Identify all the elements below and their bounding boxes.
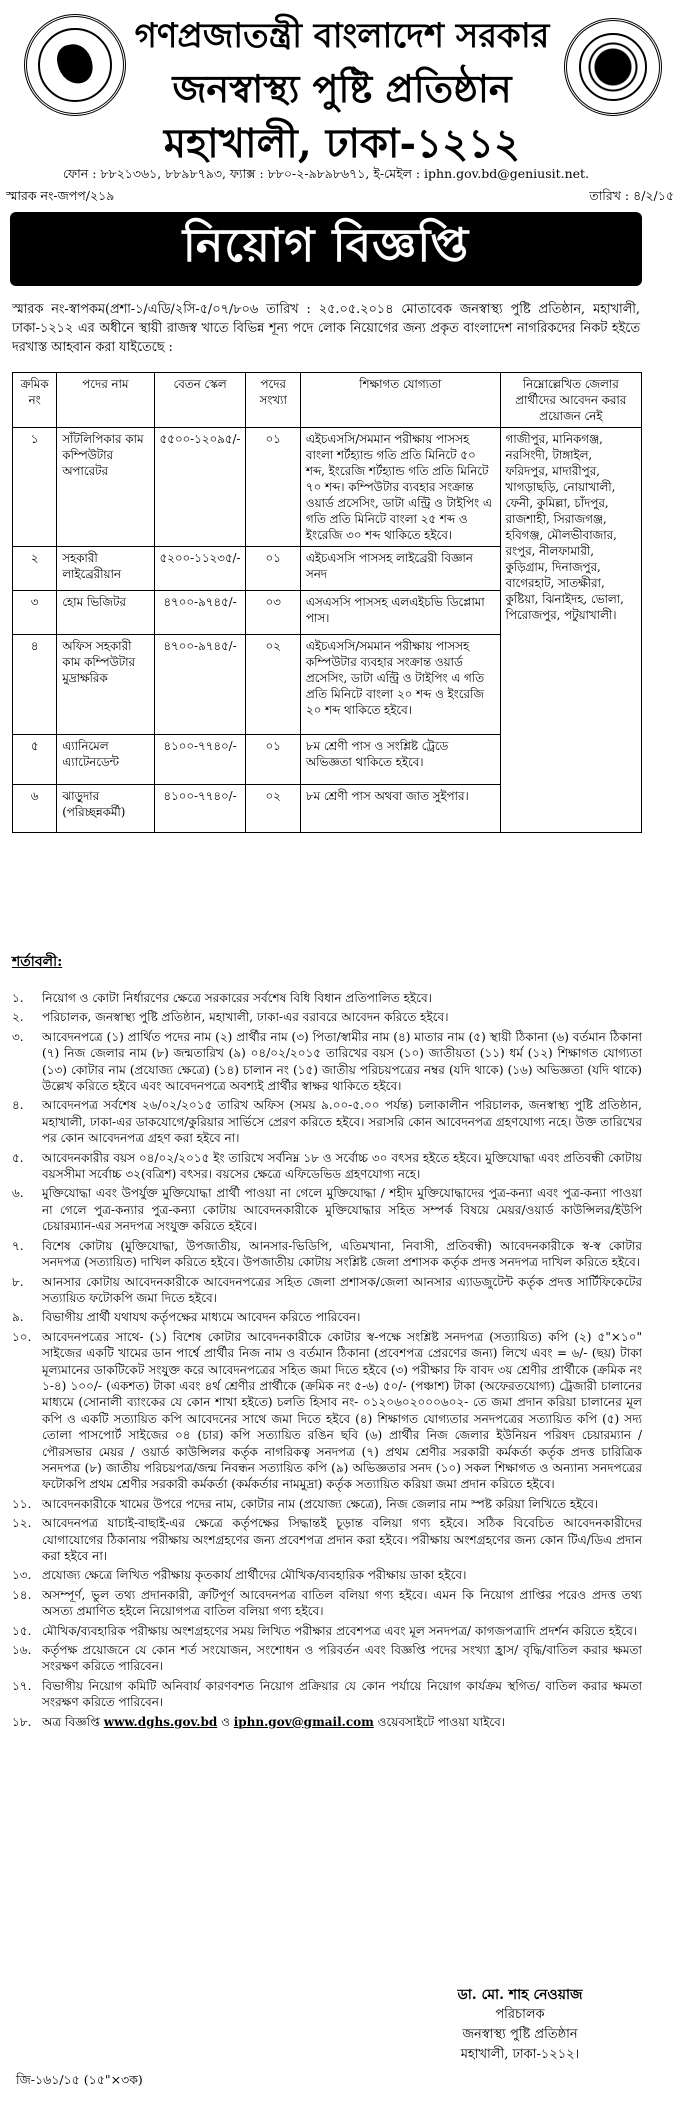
item-number: ১৭. [12,1678,32,1693]
list-item [12,1567,642,1583]
item-text-mid: ও [217,1714,234,1729]
institute-title: জনস্বাস্থ্য পুষ্টি প্রতিষ্ঠান [172,66,512,111]
item-number: ১২. [12,1516,32,1531]
cell-qualification: ৮ম শ্রেণী পাস ও সংশ্লিষ্ট ট্রেডে অভিজ্ঞতা থাকিতে হইবে। [300,735,500,785]
memo-number: স্মারক নং-জপপ/২১৯ [6,188,115,203]
item-number: ১৫. [12,1623,32,1638]
footer-reference: জি-১৬১/১৫ (১৫"×৩ক) [16,2072,143,2087]
item-number: ৬. [12,1186,24,1201]
contact-line: ফোন : ৮৮২১৩৬১, ৮৮৯৮৭৯৩, ফ্যাক্স : ৮৮০-২-৯৮৯৮৬৭১, ই-মেইল : iphn.gov.bd@geniusit.net. [62,166,590,181]
list-item [12,1515,642,1564]
conditions-heading: শর্তাবলী: [12,954,63,970]
signatory-address: মহাখালী, ঢাকা-১২১২। [460,2047,580,2062]
cell-qualification: এইচএসসি/সমমান পরীক্ষায় পাসসহ বাংলা শর্টহ্যান্ড গতি প্রতি মিনিটে ৫০ শব্দ, ইংরেজি শর্টহ্যান্ড গতি প্রতি মিনিটে ৭০ শব্দ। কম্পিউটার ব্যবহার সংক্রান্ত ওয়ার্ড প্রসেসিং, ডাটা এন্ট্রি ও টাইপিং এ গতি প্রতি মিনিটে বাংলা ২৫ শব্দ ও ইংরেজি ৩০ শব্দ থাকিতে হইবে। [300,428,500,547]
list-item [12,1309,642,1325]
cell-serial: ৫ [13,735,57,785]
item-text: অসম্পূর্ণ, ভুল তথ্য প্রদানকারী, ক্রটিপূর্ণ আবেদনপত্র বাতিল বলিয়া গণ্য হইবে। এমন কি নিয়োগ প্রাপ্তির পরেও প্রদত্ত তথ্য অসত্য প্রমাণিত হইলে নিয়োগপত্র বাতিল বলিয়া গণ্য হইবে। [42,1587,642,1619]
list-item [12,1097,642,1146]
cell-post: ঝাড়ুদার (পরিচ্ছন্নকর্মী) [57,785,154,833]
item-number: ৫. [12,1150,24,1165]
dghs-website-link[interactable]: www.dghs.gov.bd [103,1714,218,1729]
cell-serial: ৬ [13,785,57,833]
col-serial: ক্রমিক নং [13,373,57,428]
conditions-list [12,990,642,1733]
cell-post: অফিস সহকারী কাম কম্পিউটার মুদ্রাক্ষরিক [57,635,154,735]
list-item [12,1678,642,1711]
item-text: বিভাগীয় প্রার্থী যথাযথ কর্তৃপক্ষের মাধ্যমে আবেদন করিতে পারিবেন। [42,1310,361,1325]
list-item [12,990,642,1006]
item-text: আনসার কোটায় আবেদনকারীকে আবেদনপত্রের সহিত জেলা প্রশাসক/জেলা আনসার এ্যাডজুটেন্ট কর্তৃক প্রদত্ত সার্টিফিকেটের সত্যায়িত ফটোকপি জমা দিতে হইবে। [42,1274,642,1305]
item-number: ৯. [12,1310,24,1325]
cell-post: এ্যানিমেল এ্যাটেনডেন্ট [57,735,154,785]
item-text [42,1714,642,1730]
item-number: ১৮. [12,1714,32,1729]
item-text-pre: অত্র বিজ্ঞপ্তি [42,1714,104,1729]
cell-qualification: ৮ম শ্রেণী পাস অথবা জাত সুইপার। [300,785,500,833]
item-text: আবেদনকারীর বয়স ০৪/০২/২০১৫ ইং তারিখে সর্বনিম্ন ১৮ ও সর্বোচ্চ ৩০ বৎসর হইতে হইবে। মুক্তিযোদ্ধা এবং প্রতিবন্ধী কোটায় বয়সসীমা সর্বোচ্চ ৩২(বত্রিশ) বৎসর। বয়সের ক্ষেত্রে এফিডেভিড গ্রহণযোগ্য নহে। [42,1150,642,1182]
item-text: আবেদনকারীকে খামের উপরে পদের নাম, কোটার নাম (প্রযোজ্য ক্ষেত্রে), নিজ জেলার নাম স্পষ্ট করিয়া লিখিতে হইবে। [42,1496,599,1511]
cell-qualification: এইচএসসি/সমমান পরীক্ষায় পাসসহ কম্পিউটার ব্যবহার সংক্রান্ত ওয়ার্ড প্রসেসিং, ডাটা এন্ট্রি ও টাইপিং এ গতি প্রতি মিনিটে বাংলা ২০ শব্দ ও ইংরেজি ২০ শব্দ থাকিতে হইবে। [300,635,500,735]
recruitment-banner [10,212,642,286]
banner-title: নিয়োগ বিজ্ঞপ্তি [182,218,470,272]
cell-serial: ৪ [13,635,57,735]
col-qualification: শিক্ষাগত যোগ্যতা [300,373,500,428]
item-text: নিয়োগ ও কোটা নির্ধারণের ক্ষেত্রে সরকারের সর্বশেষ বিধি বিধান প্রতিপালিত হইবে। [42,991,432,1005]
cell-post: সহকারী লাইব্রেরীয়ান [57,547,154,591]
item-number: ১১. [12,1496,32,1511]
item-text-post: ওয়েবসাইটে পাওয়া যাইবে। [373,1714,506,1729]
cell-post-count: ০১ [246,428,300,547]
cell-serial: ১ [13,428,57,547]
item-text: আবেদনপত্র যাচাই-বাছাই-এর ক্ষেত্রে কর্তৃপক্ষের সিদ্ধান্তই চূড়ান্ত বলিয়া গণ্য হইবে। সঠিক বিবেচিত আবেদনকারীদের যোগাযোগের ঠিকানায় পরীক্ষায় অংশগ্রহণের জন্য প্রবেশপত্র প্রদান করা হইবে। পরীক্ষায় অংশগ্রহণের জন্য কোন টিএ/ডিএ প্রদান করা হইবে না। [42,1516,642,1563]
list-item [12,1238,642,1271]
item-number: ৮. [12,1274,24,1289]
cell-pay-scale: ৪৭০০-৯৭৪৫/- [154,635,246,735]
cell-pay-scale: ৫২০০-১১২৩৫/- [154,547,246,591]
table-row [13,428,642,547]
cell-serial: ৩ [13,591,57,635]
list-item [12,1009,642,1025]
item-number: ৪. [12,1098,24,1113]
item-text: প্রযোজ্য ক্ষেত্রে লিখিত পরীক্ষায় কৃতকার্য প্রার্থীদের মৌখিক/ব্যবহারিক পরীক্ষায় ডাকা হইবে। [42,1568,467,1583]
signatory-title: পরিচালক [495,2007,545,2022]
item-text: আবেদনপত্রে (১) প্রার্থিত পদের নাম (২) প্রার্থীর নাম (৩) পিতা/স্বামীর নাম (৪) মাতার নাম (৫) স্থায়ী ঠিকানা (৬) বর্তমান ঠিকানা (৭) নিজ জেলার নাম (৮) জন্মতারিখ (৯) ০৪/০২/২০১৫ তারিখের বয়স (১০) জাতীয়তা (১১) ধর্ম (১২) শিক্ষাগত যোগ্যতা (১৩) কোটার নাম (প্রযোজ্য ক্ষেত্রে) (১৪) চালান নং (১৫) জাতীয় পরিচয়পত্রের নম্বর (যদি থাকে) (১৬) অভিজ্ঞতা (যদি থাকে) উল্লেখ করিতে হইবে এবং আবেদনপত্রে অবশ্যই প্রার্থীর স্বাক্ষর থাকিতে হইবে। [42,1029,642,1094]
cell-qualification: এইচএসসি পাসসহ লাইব্রেরী বিজ্ঞান সনদ [300,547,500,591]
government-title: গণপ্রজাতন্ত্রী বাংলাদেশ সরকার [134,16,550,56]
item-text: আবেদনপত্র সর্বশেষ ২৬/০২/২০১৫ তারিখ অফিস (সময় ৯.০০-৫.০০ পর্যন্ত) চলাকালীন পরিচালক, জনস্বাস্থ্য পুষ্টি প্রতিষ্ঠান, মহাখালী, ঢাকা-এর ডাকযোগে/কুরিয়ার সার্ভিসে প্রেরণ করিতে হইবে। সরাসরি কোন আবেদনপত্র গ্রহণযোগ্য নহে। উক্ত তারিখের পর কোন আবেদনপত্র গ্রহণ করা হইবে না। [42,1098,642,1146]
intro-paragraph: স্মারক নং-স্বাপকম(প্রশা-১/এডি/২সি-৫/০৭/৮০৬ তারিখ : ২৫.০৫.২০১৪ মোতাবেক জনস্বাস্থ্য পুষ্টি প্রতিষ্ঠান, মহাখালী, ঢাকা-১২১২ এর অধীনে স্থায়ী রাজস্ব খাতে বিভিন্ন শূন্য পদে লোক নিয়োগের জন্য প্রকৃত বাংলাদেশ নাগরিকদের নিকট হইতে দরখাস্ত আহবান করা যাইতেছে : [12,302,640,355]
item-text: বিভাগীয় নিয়োগ কমিটি অনিবার্য কারণবশত নিয়োগ প্রক্রিয়ার যে কোন পর্যায়ে নিয়োগ কার্যক্রম স্থগিত/ বাতিল করার ক্ষমতা সংরক্ষণ করিতে পারিবেন। [42,1678,642,1710]
cell-post: হোম ভিজিটর [57,591,154,635]
item-number: ১৪. [12,1587,32,1602]
cell-post-count: ০১ [246,735,300,785]
item-number: ১৩. [12,1568,32,1583]
list-item [12,1029,642,1095]
iphn-email-link[interactable]: iphn.gov@gmail.com [233,1714,374,1729]
cell-post-count: ০২ [246,785,300,833]
item-text: বিশেষ কোটায় (মুক্তিযোদ্ধা, উপজাতীয়, আনসার-ভিডিপি, এতিমখানা, নিবাসী, প্রতিবন্ধী) আবেদনকারীকে স্ব-স্ব কোটার সনদপত্র (সত্যায়িত) দাখিল করিতে হইবে। উপজাতীয় কোটায় সংশ্লিষ্ট জেলা প্রশাসক কর্তৃক প্রদত্ত সনদপত্র দাখিল করিতে হইবে। [42,1238,642,1270]
item-text: মৌখিক/ব্যবহারিক পরীক্ষায় অংশগ্রহণের সময় লিখিত পরীক্ষার প্রবেশপত্র এবং মূল সনদপত্র/ কাগজপত্রাদি প্রদর্শন করিতে হইবে। [42,1623,638,1638]
item-text: মুক্তিযোদ্ধা এবং উপর্যুক্ত মুক্তিযোদ্ধা প্রার্থী পাওয়া না গেলে মুক্তিযোদ্ধা / শহীদ মুক্তিযোদ্ধাদের পুত্র-কন্যা এবং পুত্র-কন্যা পাওয়া না গেলে পুত্র-কন্যার পুত্র-কন্যা কোটায় আবেদনকারীকে মুক্তিযোদ্ধার সহিত সম্পর্ক বিষয়ে মেয়র/ওয়ার্ড কাউন্সিলর/ইউপি চেয়ারম্যান-এর সনদপত্র সংযুক্ত করিতে হইবে। [42,1186,642,1234]
vacancy-table [12,372,642,833]
item-text: পরিচালক, জনস্বাস্থ্য পুষ্টি প্রতিষ্ঠান, মহাখালী, ঢাকা-এর বরাবরে আবেদন করিতে হইবে। [42,1010,449,1025]
list-item [12,1642,642,1675]
cell-serial: ২ [13,547,57,591]
cell-qualification: এসএসসি পাসসহ এলএইচভি ডিপ্লোমা পাস। [300,591,500,635]
item-number: ১৬. [12,1643,32,1658]
cell-pay-scale: ৫৫০০-১২০৯৫/- [154,428,246,547]
col-excluded-districts: নিম্নোল্লেখিত জেলার প্রার্থীদের আবেদন করার প্রয়োজন নেই [500,373,641,428]
list-item [12,1329,642,1493]
notice-date: তারিখ : ৪/২/১৫ [589,188,674,203]
institute-logo [564,18,662,116]
list-item [12,1587,642,1620]
item-number: ১. [12,991,24,1005]
header [16,0,668,167]
col-post-count: পদের সংখ্যা [246,373,300,428]
cell-post-count: ০১ [246,547,300,591]
list-item [12,1623,642,1639]
list-item [12,1150,642,1183]
cell-post-count: ০৩ [246,591,300,635]
cell-pay-scale: ৪১০০-৭৭৪০/- [154,735,246,785]
list-item [12,1185,642,1234]
item-number: ৩. [12,1029,24,1044]
signature-block [400,1985,640,2065]
col-post: পদের নাম [57,373,154,428]
cell-excluded-districts: গাজীপুর, মানিকগঞ্জ, নরসিংদী, টাঙ্গাইল, ফরিদপুর, মাদারীপুর, খাগড়াছড়ি, নোয়াখালী, ফেনী, কুমিল্লা, চাঁদপুর, রাজশাহী, সিরাজগঞ্জ, হবিগঞ্জ, মৌলভীবাজার, রংপুর, নীলফামারী, কুড়িগ্রাম, দিনাজপুর, বাগেরহাট, সাতক্ষীরা, কুষ্টিয়া, ঝিনাইদহ, ভোলা, পিরোজপুর, পটুয়াখালী। [500,428,641,833]
signatory-name: ডা. মো. শাহ নেওয়াজ [457,1987,583,2003]
cell-pay-scale: ৪১০০-৭৭৪০/- [154,785,246,833]
signatory-org: জনস্বাস্থ্য পুষ্টি প্রতিষ্ঠান [462,2027,578,2042]
col-pay-scale: বেতন স্কেল [154,373,246,428]
list-item [12,1714,642,1730]
list-item [12,1496,642,1512]
cell-pay-scale: ৪৭০০-৯৭৪৫/- [154,591,246,635]
item-number: ৭. [12,1238,24,1253]
cell-post: সাঁটলিপিকার কাম কম্পিউটার অপারেটর [57,428,154,547]
list-item [12,1274,642,1307]
item-number: ২. [12,1010,24,1025]
item-text: কর্তৃপক্ষ প্রয়োজনে যে কোন শর্ত সংযোজন, সংশোধন ও পরিবর্তন এবং বিজ্ঞপ্তি পদের সংখ্যা হ্রাস/ বৃদ্ধি/বাতিল করার ক্ষমতা সংরক্ষণ করিতে পারিবেন। [42,1643,642,1674]
item-text: আবেদনপত্রের সাথে- (১) বিশেষ কোটার আবেদনকারীকে কোটার স্ব-পক্ষে সংশ্লিষ্ট সনদপত্র (সত্যায়িত) কপি (২) ৫"×১০" সাইজের একটি খামের ডান পার্শ্বে প্রার্থীর নিজ নাম ও বর্তমান ঠিকানা (প্রবেশপত্র প্রেরণের জন্য) লিখে এবং = ৬/- (ছয়) টাকা মূল্যমানের ডাকটিকেট সংযুক্ত করে আবেদনপত্রের সহিত জমা দিতে হইবে (৩) পরীক্ষার ফি বাবদ ৩য় শ্রেণীর প্রার্থীকে (ক্রমিক নং ১-৪) ১০০/- (একশত) টাকা এবং ৪র্থ শ্রেণীর প্রার্থীকে (ক্রমিক নং ৫-৬) ৫০/- (পঞ্চাশ) টাকা (অফেরতযোগ্য) ট্রেজারী চালানের মাধ্যমে (সোনালী ব্যাংকের যে কোন শাখা হইতে) চলতি হিসাব নং- ০১২০৬০২০০০৬০২- তে জমা প্রদান করিয়া চালানের মূল কপি ও একটি সত্যায়িত কপি আবেদনের সাথে জমা দিতে হইবে (৪) শিক্ষাগত যোগ্যতার সনদপত্রের সত্যায়িত কপি (৫) সদ্য তোলা পাসপোর্ট সাইজের ০৪ (চার) কপি সত্যায়িত রঙিন ছবি (৬) প্রার্থীর নিজ জেলার ইউনিয়ন পরিষদ চেয়ারম্যান / পৌরসভার মেয়র / ওয়ার্ড কাউন্সিলর কর্তৃক নাগরিকত্ব সনদপত্র (৭) প্রথম শ্রেণীর সরকারী কর্মকর্তা কর্তৃক প্রদত্ত চারিত্রিক সনদপত্র (৮) জাতীয় পরিচয়পত্র/জন্ম নিবন্ধন সত্যায়িত কপি (৯) অভিজ্ঞতার সনদ (১০) সকল শিক্ষাগত ও অন্যান্য সনদপত্রের ফটোকপি প্রথম শ্রেণীর সরকারী কর্মকর্তা (কর্মকর্তার নামমুদ্রা) কর্তৃক সত্যায়িত করিয়া জমা প্রদান করিতে হইবে। [42,1329,642,1492]
item-number: ১০. [12,1329,32,1344]
institute-address: মহাখালী, ঢাকা-১২১২ [163,120,521,167]
cell-post-count: ০২ [246,635,300,735]
table-header-row [13,373,642,428]
